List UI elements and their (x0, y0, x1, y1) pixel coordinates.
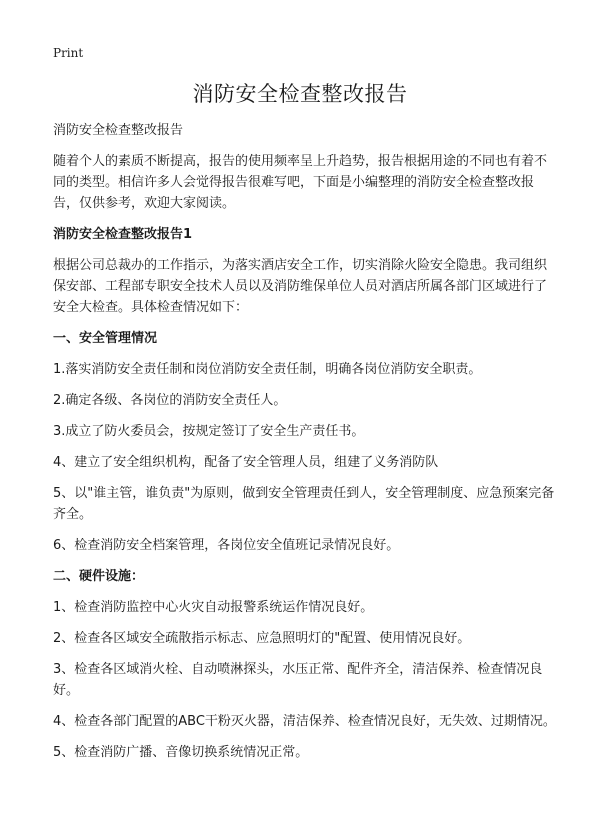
list-item: 2.确定各级、各岗位的消防安全责任人。 (53, 393, 287, 408)
page-title: 消防安全检查整改报告 (192, 82, 408, 106)
list-item: 5、以"谁主管，谁负责"为原则，做到安全管理责任到人，安全管理制度、应急预案完备齐全。 (53, 486, 555, 522)
list-item: 3、检查各区域消火栓、自动喷淋探头，水压正常、配件齐全，清洁保养、检查情况良好。 (53, 662, 543, 698)
section-heading-management: 一、安全管理情况 (53, 331, 158, 346)
document-subtitle: 消防安全检查整改报告 (53, 123, 184, 138)
list-item: 4、检查各部门配置的ABC干粉灭火器，清洁保养、检查情况良好，无失效、过期情况。 (53, 714, 556, 729)
list-item: 6、检查消防安全档案管理，各岗位安全值班记录情况良好。 (53, 538, 400, 553)
list-item: 2、检查各区域安全疏散指示标志、应急照明灯的"配置、使用情况良好。 (53, 631, 471, 646)
report-intro-paragraph: 根据公司总裁办的工作指示，为落实酒店安全工作，切实消除火险安全隐患。我司组织保安部、工程部专职安全技术人员以及消防维保单位人员对酒店所属各部门区域进行了安全大检查。具体检查情况如下： (53, 258, 548, 315)
document-body (53, 120, 556, 773)
print-link[interactable]: Print (53, 46, 84, 60)
report-heading: 消防安全检查整改报告1 (53, 227, 193, 242)
list-item: 4、建立了安全组织机构，配备了安全管理人员，组建了义务消防队 (53, 455, 439, 470)
section-heading-hardware: 二、硬件设施： (53, 569, 145, 584)
intro-paragraph: 随着个人的素质不断提高，报告的使用频率呈上升趋势，报告根据用途的不同也有着不同的类型。相信许多人会觉得报告很难写吧，下面是小编整理的消防安全检查整改报告，仅供参考，欢迎大家阅读。 (53, 154, 548, 211)
list-item: 1.落实消防安全责任制和岗位消防安全责任制，明确各岗位消防安全职责。 (53, 362, 482, 377)
list-item: 5、检查消防广播、音像切换系统情况正常。 (53, 745, 309, 760)
list-item: 3.成立了防火委员会，按规定签订了安全生产责任书。 (53, 424, 365, 439)
list-item: 1、检查消防监控中心火灾自动报警系统运作情况良好。 (53, 600, 374, 615)
